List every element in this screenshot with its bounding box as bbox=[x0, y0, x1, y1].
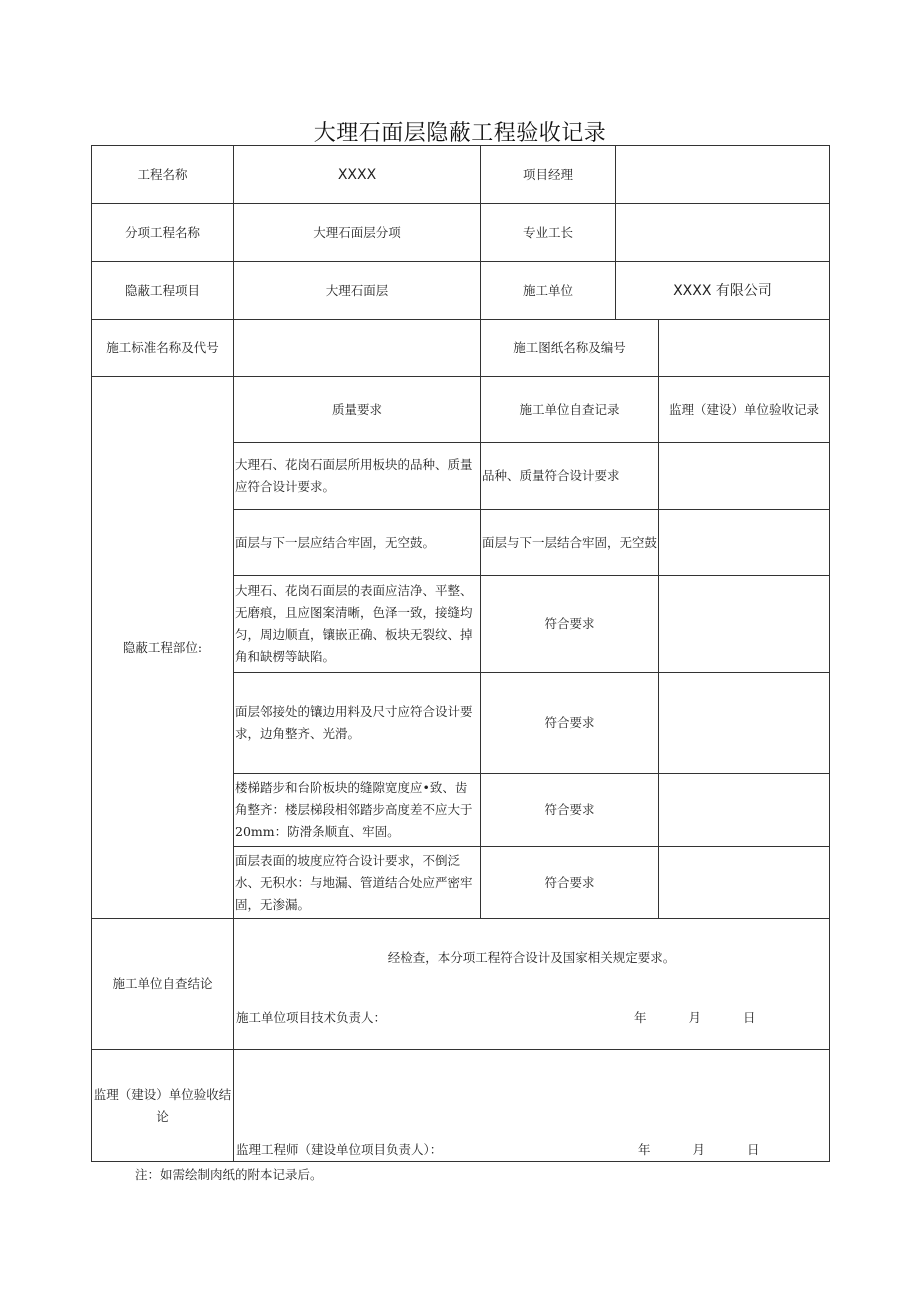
self-check-cell: 品种、质量符合设计要求 bbox=[481, 443, 659, 510]
supervision-conclusion-date bbox=[638, 1139, 802, 1161]
supervision-conclusion-cell[interactable] bbox=[234, 1050, 830, 1162]
supervision-cell[interactable] bbox=[659, 673, 830, 774]
inspection-section-label: 隐蔽工程部位: bbox=[92, 377, 234, 919]
self-conclusion-date bbox=[634, 1007, 798, 1029]
date-year: 年 bbox=[638, 1142, 651, 1157]
col-header-supervision: 监理（建设）单位验收记录 bbox=[659, 377, 830, 443]
requirement-cell: 大理石、花岗石面层的表面应洁净、平整、无磨痕，且应图案清晰，色泽一致，接缝均匀，周边顺直，镶嵌正确、板块无裂纹、掉角和缺楞等缺陷。 bbox=[234, 576, 481, 673]
page-title: 大理石面层隐蔽工程验收记录 bbox=[313, 121, 607, 146]
hidden-item-label: 隐蔽工程项目 bbox=[92, 262, 234, 320]
requirement-cell: 大理石、花岗石面层所用板块的品种、质量应符合设计要求。 bbox=[234, 443, 481, 510]
subitem-value: 大理石面层分项 bbox=[234, 204, 481, 262]
self-check-cell: 符合要求 bbox=[481, 847, 659, 919]
self-conclusion-signer: 施工单位项目技术负责人： bbox=[236, 1010, 387, 1025]
date-month: 月 bbox=[692, 1142, 706, 1157]
drawing-value[interactable] bbox=[659, 320, 830, 377]
project-manager-label: 项目经理 bbox=[481, 146, 616, 204]
self-check-cell: 符合要求 bbox=[481, 774, 659, 847]
row-subitem bbox=[92, 204, 830, 262]
standard-value[interactable] bbox=[234, 320, 481, 377]
contractor-value: XXXX 有限公司 bbox=[616, 262, 830, 320]
supervision-conclusion-label: 监理（建设）单位验收结论 bbox=[92, 1050, 234, 1162]
requirement-cell: 面层表面的坡度应符合设计要求，不倒泛水、无积水：与地漏、管道结合处应严密牢固，无渗漏。 bbox=[234, 847, 481, 919]
col-header-self-check: 施工单位自查记录 bbox=[481, 377, 659, 443]
hidden-item-value: 大理石面层 bbox=[234, 262, 481, 320]
self-check-cell: 符合要求 bbox=[481, 673, 659, 774]
standard-label: 施工标准名称及代号 bbox=[92, 320, 234, 377]
project-name-value: XXXX bbox=[234, 146, 481, 204]
footnote: 注：如需绘制肉纸的附本记录后。 bbox=[135, 1167, 323, 1182]
subitem-label: 分项工程名称 bbox=[92, 204, 234, 262]
drawing-label: 施工图纸名称及编号 bbox=[481, 320, 659, 377]
row-project-name bbox=[92, 146, 830, 204]
supervision-cell[interactable] bbox=[659, 774, 830, 847]
self-check-cell: 面层与下一层结合牢固，无空鼓 bbox=[481, 510, 659, 576]
self-conclusion-cell[interactable] bbox=[234, 919, 830, 1050]
date-day: 日 bbox=[743, 1010, 756, 1025]
supervision-cell[interactable] bbox=[659, 847, 830, 919]
self-conclusion-label: 施工单位自查结论 bbox=[92, 919, 234, 1050]
date-month: 月 bbox=[688, 1010, 702, 1025]
acceptance-form-table bbox=[91, 145, 830, 1162]
requirement-cell: 楼梯踏步和台阶板块的缝隙宽度应•致、齿角整齐：楼层梯段相邻踏步高度差不应大于20mm：防滑条顺直、牢固。 bbox=[234, 774, 481, 847]
foreman-label: 专业工长 bbox=[481, 204, 616, 262]
row-standard bbox=[92, 320, 830, 377]
contractor-label: 施工单位 bbox=[481, 262, 616, 320]
col-header-requirement: 质量要求 bbox=[234, 377, 481, 443]
requirement-cell: 面层邻接处的镶边用料及尺寸应符合设计要求，边角整齐、光滑。 bbox=[234, 673, 481, 774]
supervision-cell[interactable] bbox=[659, 576, 830, 673]
self-conclusion-row bbox=[92, 919, 830, 1050]
self-conclusion-message: 经检查，本分项工程符合设计及国家相关规定要求。 bbox=[387, 950, 676, 965]
supervision-cell[interactable] bbox=[659, 443, 830, 510]
supervision-conclusion-row bbox=[92, 1050, 830, 1162]
supervision-cell[interactable] bbox=[659, 510, 830, 576]
project-manager-value[interactable] bbox=[616, 146, 830, 204]
supervision-conclusion-signer: 监理工程师（建设单位项目负责人）： bbox=[236, 1142, 443, 1157]
row-hidden-item bbox=[92, 262, 830, 320]
inspection-header-row bbox=[92, 377, 830, 443]
project-name-label: 工程名称 bbox=[92, 146, 234, 204]
date-day: 日 bbox=[747, 1142, 760, 1157]
foreman-value[interactable] bbox=[616, 204, 830, 262]
self-check-cell: 符合要求 bbox=[481, 576, 659, 673]
requirement-cell: 面层与下一层应结合牢固，无空鼓。 bbox=[234, 510, 481, 576]
date-year: 年 bbox=[634, 1010, 647, 1025]
